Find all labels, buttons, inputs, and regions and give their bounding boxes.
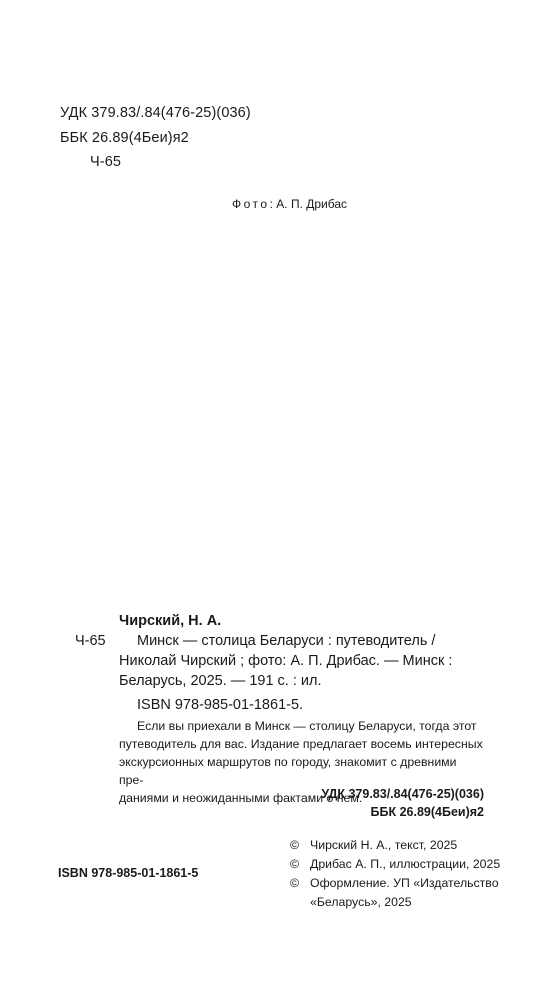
copyright-line — [290, 857, 500, 871]
copyright-symbol: © — [290, 838, 300, 852]
catalog-isbn: ISBN 978-985-01-1861-5. — [137, 697, 304, 713]
bottom-isbn: ISBN 978-985-01-1861-5 — [58, 866, 199, 880]
annotation-line: даниями и неожиданными фактами о нем. — [119, 791, 363, 805]
annotation-line: экскурсионных маршрутов по городу, знакомит с древними пре- — [119, 755, 457, 787]
photo-credit — [232, 197, 347, 211]
annotation-line: Если вы приехали в Минск — столицу Беларуси, тогда этот — [137, 719, 477, 733]
copyright-text: Чирский Н. А., текст, 2025 — [310, 838, 458, 852]
photo-credit-label: Фото — [232, 197, 270, 211]
copyright-continuation: «Беларусь», 2025 — [310, 895, 412, 909]
catalog-udk: УДК 379.83/.84(476-25)(036) — [321, 787, 484, 801]
catalog-description-line: Минск — столица Беларуси : путеводитель / — [137, 633, 436, 649]
catalog-description-line: Николай Чирский ; фото: А. П. Дрибас. — Минск : — [119, 653, 453, 669]
copyright-text: Оформление. УП «Издательство — [310, 876, 499, 890]
photo-credit-name: А. П. Дрибас — [276, 197, 348, 211]
annotation-line: путеводитель для вас. Издание предлагает восемь интересных — [119, 737, 483, 751]
photo-credit-colon: : — [269, 197, 273, 211]
copyright-symbol: © — [290, 876, 300, 890]
catalog-description-line: Беларусь, 2025. — 191 с. : ил. — [119, 673, 322, 689]
catalog-author: Чирский, Н. А. — [119, 613, 222, 629]
author-mark: Ч-65 — [90, 154, 122, 170]
copyright-text: Дрибас А. П., иллюстрации, 2025 — [310, 857, 501, 871]
udk-code: УДК 379.83/.84(476-25)(036) — [60, 105, 251, 121]
copyright-symbol: © — [290, 857, 300, 871]
bbk-code: ББК 26.89(4Беи)я2 — [60, 130, 189, 146]
catalog-bbk: ББК 26.89(4Беи)я2 — [370, 805, 484, 819]
copyright-line — [290, 838, 457, 852]
catalog-author-mark: Ч-65 — [75, 633, 106, 649]
copyright-line — [290, 876, 499, 890]
